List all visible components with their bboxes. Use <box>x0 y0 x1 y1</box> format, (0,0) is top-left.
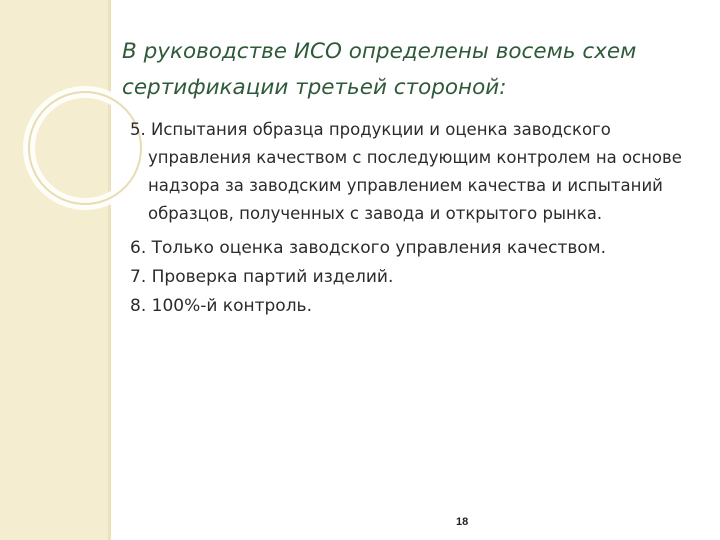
certification-schemes-list <box>130 116 690 321</box>
slide-title <box>122 34 702 106</box>
page-number: 18 <box>456 516 469 528</box>
list-item: 7. Проверка партий изделий. <box>130 267 394 287</box>
list-item: 8. 100%-й контроль. <box>130 296 312 316</box>
list-item: 5. Испытания образца продукции и оценка заводского управления качеством с последующим контролем на основе надзора за заводским управлением качества и испытаний образцов, полученных с завода и открытого рынка. <box>130 120 682 223</box>
list-item: 6. Только оценка заводского управления качеством. <box>130 238 606 258</box>
slide-title-line: сертификации третьей стороной: <box>122 75 507 100</box>
slide-title-line: В руководстве ИСО определены восемь схем <box>122 39 637 64</box>
